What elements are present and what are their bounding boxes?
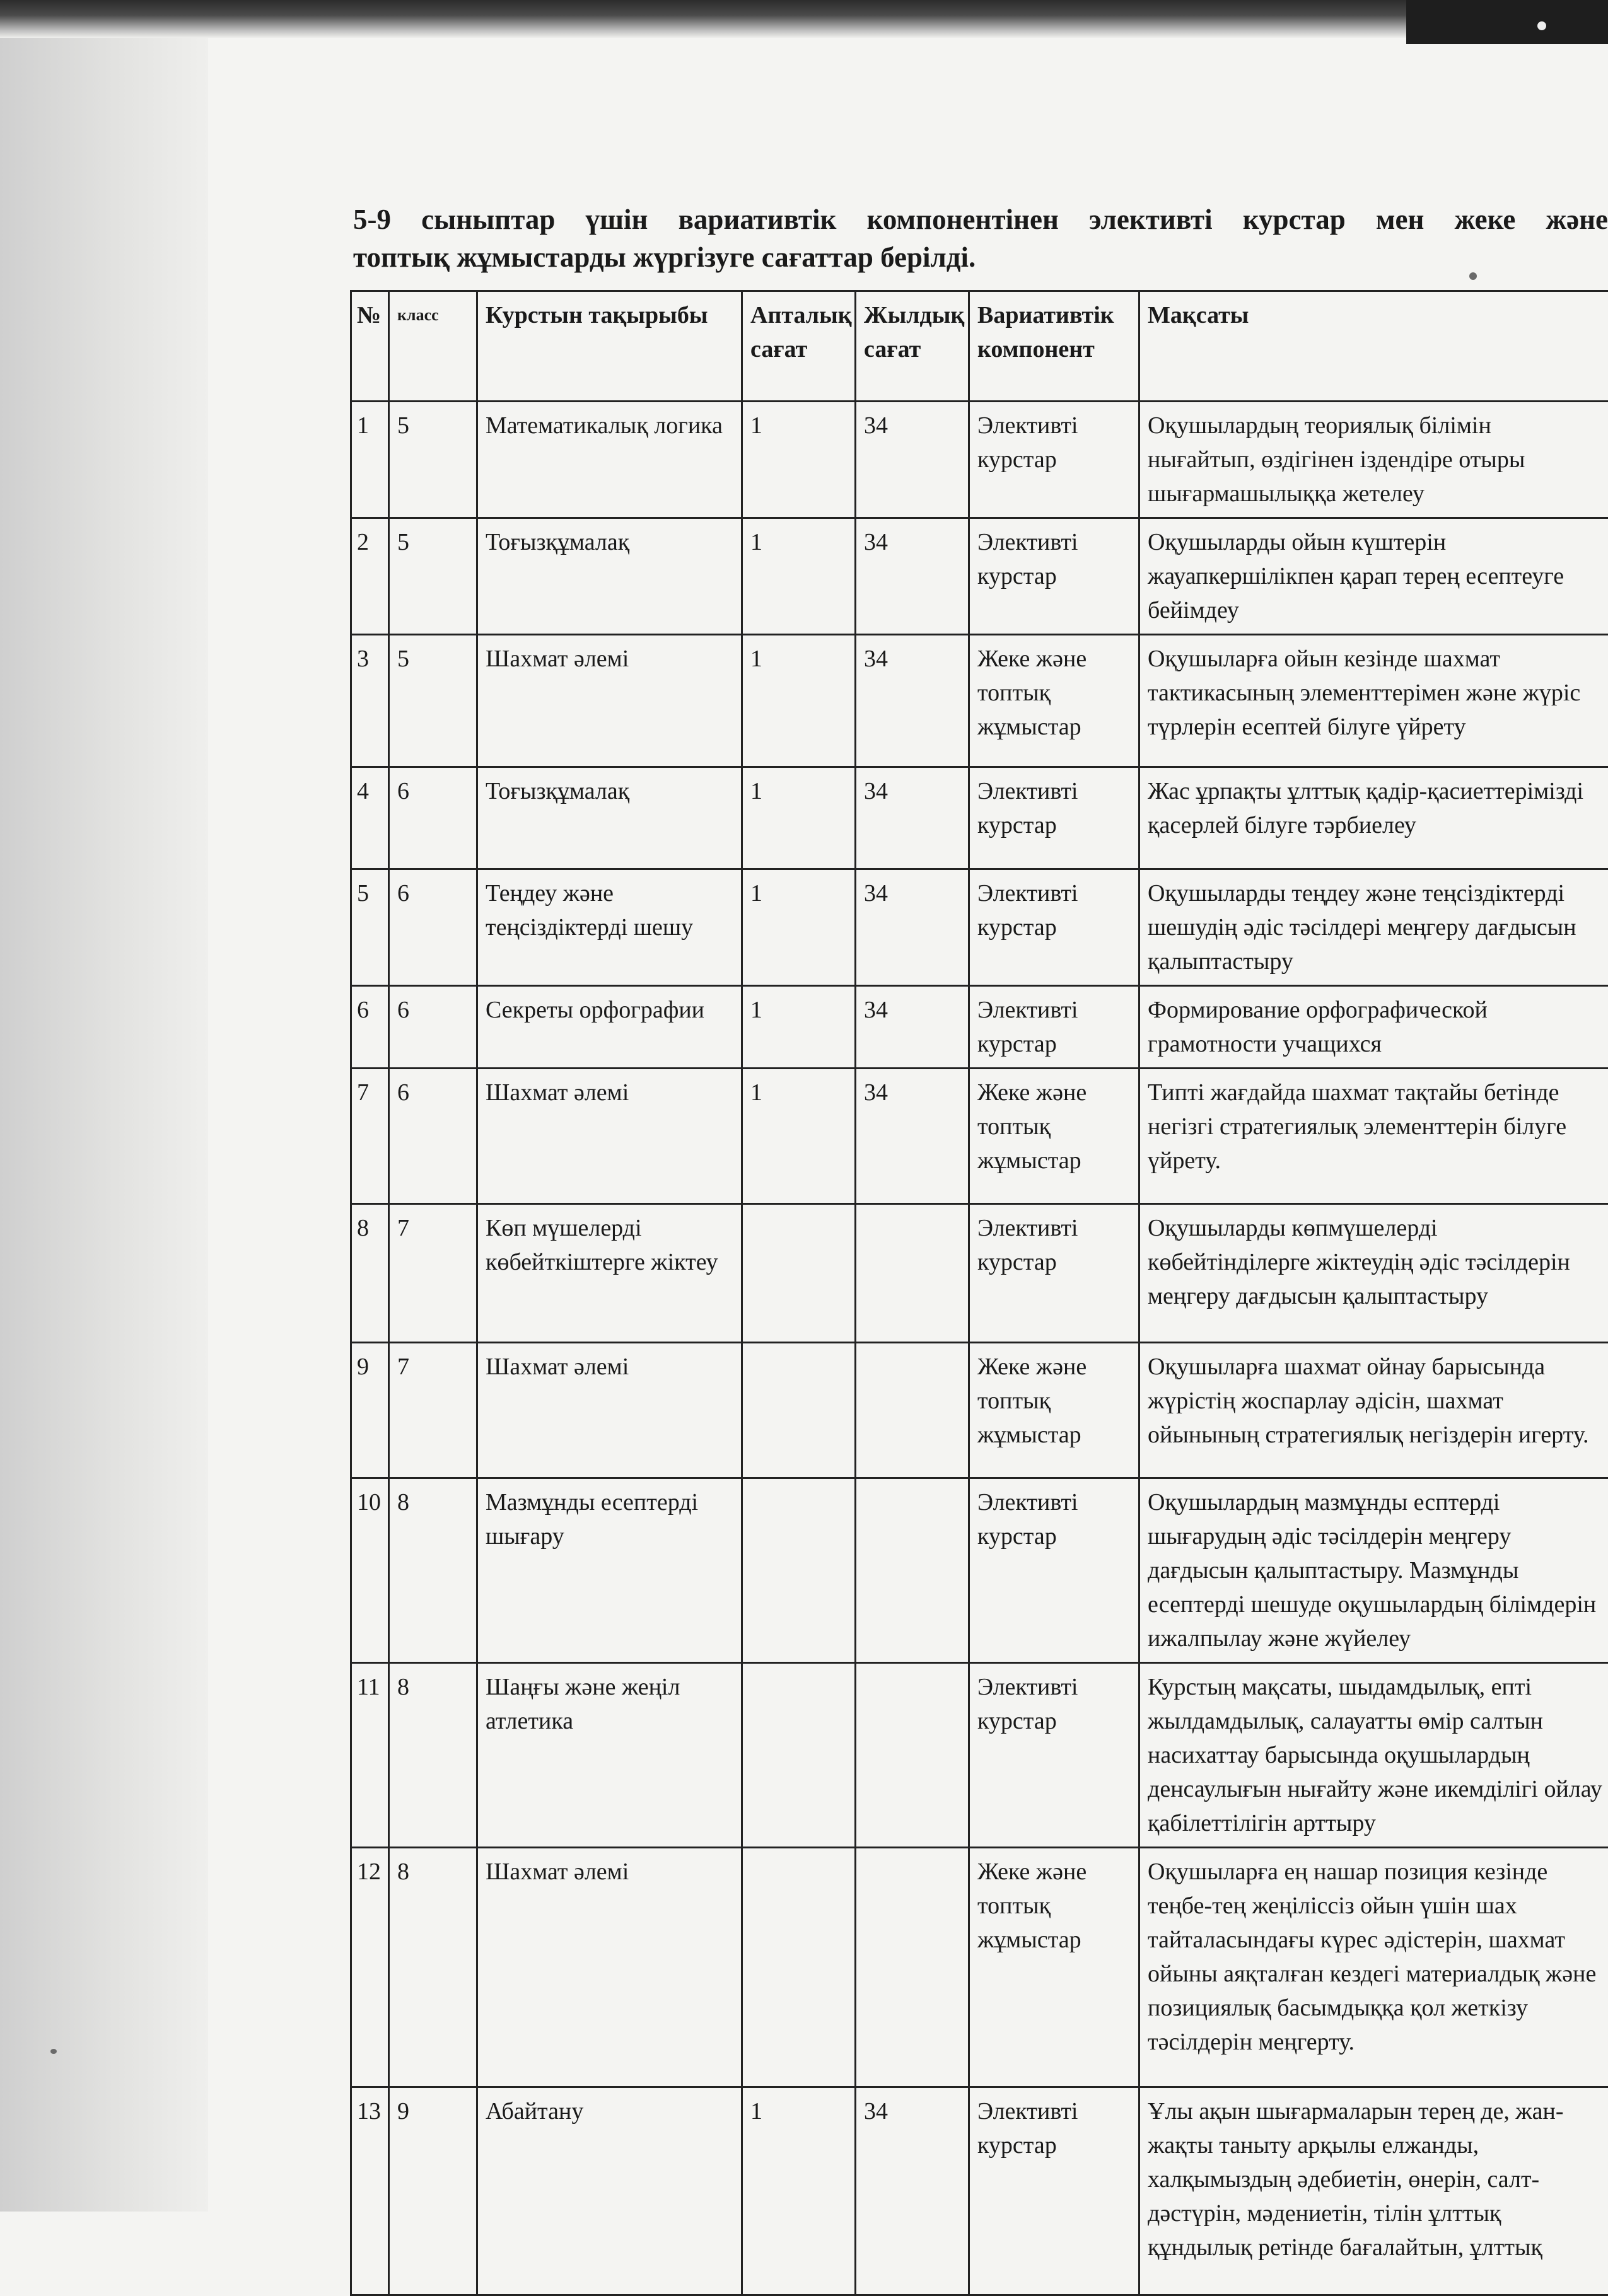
table-row — [351, 1343, 1608, 1478]
table-row — [351, 1663, 1608, 1848]
cell-topic: Көп мүшелерді көбейткіштерге жіктеу — [477, 1204, 742, 1343]
table-row — [351, 1848, 1608, 2087]
table-row — [351, 869, 1608, 986]
cell-weekly: 1 — [742, 986, 856, 1069]
cell-goal: Оқушылардың теориялық білімін нығайтып, өздігінен іздендіре отыры шығармашылыққа жетелеу — [1139, 402, 1608, 518]
page-left-shadow — [0, 0, 208, 2212]
cell-num: 5 — [351, 869, 389, 986]
cell-num: 11 — [351, 1663, 389, 1848]
header-num: № — [351, 291, 389, 402]
cell-class: 5 — [389, 518, 477, 635]
cell-class: 7 — [389, 1204, 477, 1343]
header-weekly: Апталық сағат — [742, 291, 856, 402]
courses-table — [350, 290, 1608, 2296]
cell-variative: Элективті курстар — [969, 1663, 1139, 1848]
cell-variative: Элективті курстар — [969, 518, 1139, 635]
cell-topic: Шахмат әлемі — [477, 1848, 742, 2087]
cell-yearly: 34 — [856, 1069, 969, 1204]
cell-goal: Ұлы ақын шығармаларын терең де, жан-жақты таныту арқылы елжанды, халқымыздың әдебиетін, өнерін, салт-дәстүрін, мәдениетін, тілін ұлттық құндылық ретінде бағалайтын, ұлттық — [1139, 2087, 1608, 2295]
cell-class: 5 — [389, 635, 477, 767]
cell-yearly: 34 — [856, 2087, 969, 2295]
document-heading-line-1: 5-9 сыныптар үшін вариативтік компонентінен элективті курстар мен жеке және — [353, 200, 1608, 238]
cell-weekly — [742, 1478, 856, 1663]
cell-goal: Оқушыларды теңдеу және теңсіздіктерді шешудің әдіс тәсілдері меңгеру дағдысын қалыптастыру — [1139, 869, 1608, 986]
cell-weekly: 1 — [742, 2087, 856, 2295]
cell-goal: Оқушыларға ойын кезінде шахмат тактикасының элементтерімен және жүріс түрлерін есептей білуге үйрету — [1139, 635, 1608, 767]
table-row — [351, 518, 1608, 635]
table-row — [351, 1204, 1608, 1343]
cell-class: 9 — [389, 2087, 477, 2295]
cell-variative: Элективті курстар — [969, 767, 1139, 869]
header-topic: Курстын тақырыбы — [477, 291, 742, 402]
cell-num: 12 — [351, 1848, 389, 2087]
table-row — [351, 1069, 1608, 1204]
table-row — [351, 402, 1608, 518]
cell-variative: Жеке және топтық жұмыстар — [969, 1343, 1139, 1478]
cell-class: 6 — [389, 1069, 477, 1204]
cell-weekly: 1 — [742, 402, 856, 518]
cell-topic: Тоғызқұмалақ — [477, 767, 742, 869]
cell-class: 7 — [389, 1343, 477, 1478]
cell-yearly — [856, 1478, 969, 1663]
cell-yearly: 34 — [856, 986, 969, 1069]
cell-class: 6 — [389, 869, 477, 986]
header-goal: Мақсаты — [1139, 291, 1608, 402]
cell-topic: Абайтану — [477, 2087, 742, 2295]
cell-yearly: 34 — [856, 518, 969, 635]
cell-variative: Элективті курстар — [969, 2087, 1139, 2295]
cell-weekly — [742, 1204, 856, 1343]
cell-topic: Шахмат әлемі — [477, 635, 742, 767]
cell-topic: Мазмұнды есептерді шығару — [477, 1478, 742, 1663]
cell-num: 13 — [351, 2087, 389, 2295]
cell-goal: Жас ұрпақты ұлттық қадір-қасиеттерімізді қасерлей білуге тәрбиелеу — [1139, 767, 1608, 869]
cell-class: 8 — [389, 1478, 477, 1663]
cell-weekly: 1 — [742, 635, 856, 767]
cell-class: 5 — [389, 402, 477, 518]
table-row — [351, 767, 1608, 869]
cell-weekly: 1 — [742, 518, 856, 635]
cell-goal: Типті жағдайда шахмат тақтайы бетінде негізгі стратегиялық элементтерін білуге үйрету. — [1139, 1069, 1608, 1204]
table-row — [351, 1478, 1608, 1663]
cell-topic: Шахмат әлемі — [477, 1069, 742, 1204]
cell-variative: Жеке және топтық жұмыстар — [969, 1069, 1139, 1204]
cell-goal: Оқушыларға ең нашар позиция кезінде теңбе-тең жеңіліссіз ойын үшін шах тайталасындағы күрес әдістерін, шахмат ойыны аяқталған кездегі материалдық және позициялық басымдыққа қол жеткізу тәсілдерін меңгерту. — [1139, 1848, 1608, 2087]
cell-num: 1 — [351, 402, 389, 518]
scan-corner — [1406, 0, 1608, 44]
document-heading-line-2: топтық жұмыстарды жүргізуге сағаттар берілді. — [353, 238, 1608, 276]
cell-variative: Элективті курстар — [969, 869, 1139, 986]
cell-topic: Шаңғы және жеңіл атлетика — [477, 1663, 742, 1848]
cell-class: 6 — [389, 986, 477, 1069]
cell-num: 2 — [351, 518, 389, 635]
table-header-row — [351, 291, 1608, 402]
cell-yearly: 34 — [856, 402, 969, 518]
cell-weekly — [742, 1848, 856, 2087]
cell-num: 10 — [351, 1478, 389, 1663]
cell-goal: Курстың мақсаты, шыдамдылық, епті жылдамдылық, салауатты өмір салтын насихаттау барысында оқушылардың денсаулығын нығайту және икемділігі ойлау қабілеттілігін арттыру — [1139, 1663, 1608, 1848]
cell-class: 6 — [389, 767, 477, 869]
cell-variative: Элективті курстар — [969, 402, 1139, 518]
cell-num: 9 — [351, 1343, 389, 1478]
cell-weekly: 1 — [742, 1069, 856, 1204]
cell-topic: Тоғызқұмалақ — [477, 518, 742, 635]
cell-goal: Оқушыларға шахмат ойнау барысында жүрістің жоспарлау әдісін, шахмат ойынының стратегиялық негіздерін игерту. — [1139, 1343, 1608, 1478]
scan-top-edge — [0, 0, 1608, 38]
cell-weekly — [742, 1663, 856, 1848]
cell-variative: Элективті курстар — [969, 1478, 1139, 1663]
cell-num: 7 — [351, 1069, 389, 1204]
header-variative: Вариативтік компонент — [969, 291, 1139, 402]
header-yearly: Жылдық сағат — [856, 291, 969, 402]
table-row — [351, 2087, 1608, 2295]
table-row — [351, 986, 1608, 1069]
cell-goal: Оқушылардың мазмұнды есптерді шығарудың әдіс тәсілдерін меңгеру дағдысын қалыптастыру. Мазмұнды есептерді шешуде оқушылардың білімдерін ижалпылау және жүйелеу — [1139, 1478, 1608, 1663]
cell-topic: Шахмат әлемі — [477, 1343, 742, 1478]
table-row — [351, 635, 1608, 767]
cell-goal: Формирование орфографической грамотности учащихся — [1139, 986, 1608, 1069]
cell-topic: Теңдеу және теңсіздіктерді шешу — [477, 869, 742, 986]
cell-weekly: 1 — [742, 767, 856, 869]
cell-class: 8 — [389, 1663, 477, 1848]
cell-weekly — [742, 1343, 856, 1478]
cell-goal: Оқушыларды ойын күштерін жауапкершілікпен қарап терең есептеуге бейімдеу — [1139, 518, 1608, 635]
header-class: класс — [389, 291, 477, 402]
cell-num: 8 — [351, 1204, 389, 1343]
cell-yearly: 34 — [856, 869, 969, 986]
cell-variative: Элективті курстар — [969, 986, 1139, 1069]
cell-num: 3 — [351, 635, 389, 767]
scan-speck — [50, 2049, 57, 2054]
cell-yearly: 34 — [856, 635, 969, 767]
cell-weekly: 1 — [742, 869, 856, 986]
scan-dot — [1537, 21, 1546, 30]
cell-variative: Элективті курстар — [969, 1204, 1139, 1343]
cell-topic: Секреты орфографии — [477, 986, 742, 1069]
cell-yearly — [856, 1343, 969, 1478]
cell-num: 4 — [351, 767, 389, 869]
cell-variative: Жеке және топтық жұмыстар — [969, 1848, 1139, 2087]
cell-class: 8 — [389, 1848, 477, 2087]
cell-yearly — [856, 1204, 969, 1343]
cell-goal: Оқушыларды көпмүшелерді көбейтінділерге жіктеудің әдіс тәсілдерін меңгеру дағдысын қалыптастыру — [1139, 1204, 1608, 1343]
cell-yearly — [856, 1848, 969, 2087]
cell-num: 6 — [351, 986, 389, 1069]
cell-yearly — [856, 1663, 969, 1848]
cell-variative: Жеке және топтық жұмыстар — [969, 635, 1139, 767]
cell-yearly: 34 — [856, 767, 969, 869]
cell-topic: Математикалық логика — [477, 402, 742, 518]
